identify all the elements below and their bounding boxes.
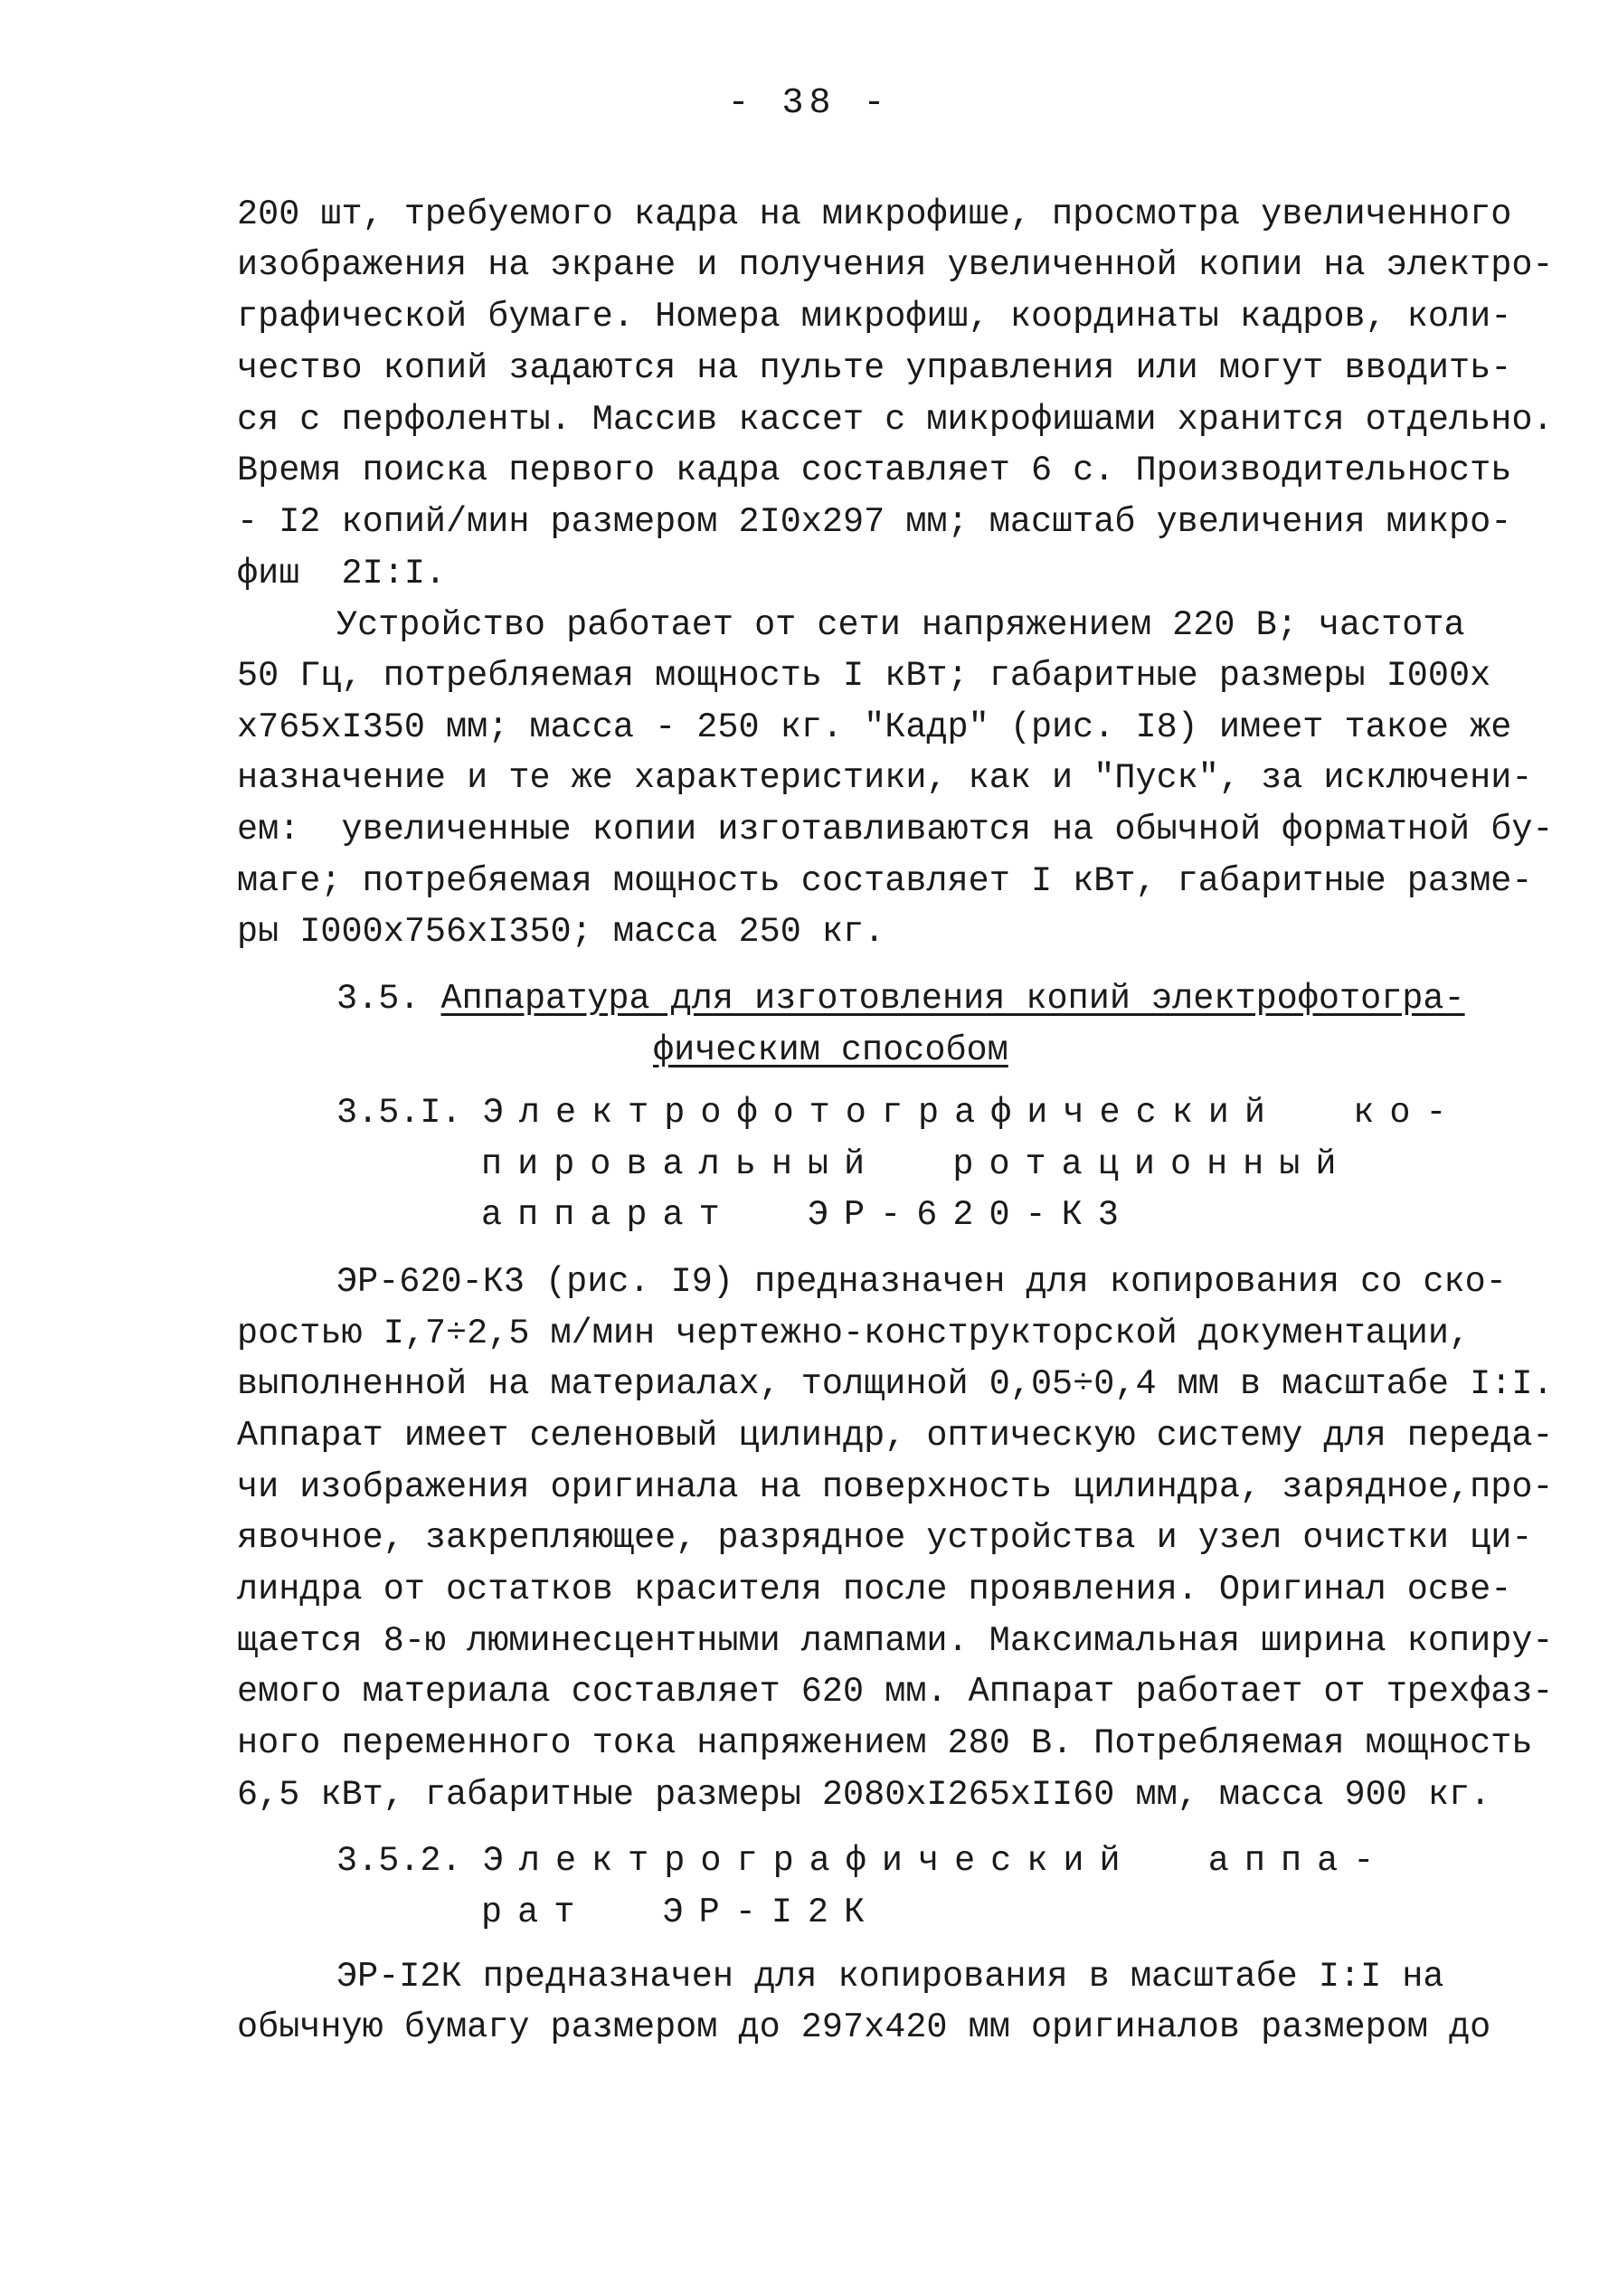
section-3-5-1-title-line-2: пировальный ротационный	[481, 1144, 1352, 1184]
para1-line-7: - I2 копий/мин размером 2I0x297 мм; масштаб увеличения микро-	[237, 502, 1512, 542]
section-3-5-2-title-line-1: Электрографический аппа-	[482, 1841, 1390, 1881]
section-3-5-2-title-line-2: рат ЭР-I2К	[481, 1893, 881, 1932]
para3-line-6: явочное, закрепляющее, разрядное устройства и узел очистки ци-	[237, 1518, 1533, 1558]
para3-line-3: выполненной на материалах, толщиной 0,05÷0,4 мм в масштабе I:I.	[237, 1364, 1554, 1404]
para3-line-10: ного переменного тока напряжением 280 В. Потребляемая мощность	[237, 1723, 1533, 1763]
para2-line-2: 50 Гц, потребляемая мощность I кВт; габаритные размеры I000x	[237, 656, 1491, 696]
page-number: - 38 -	[727, 83, 891, 124]
para2-line-3: x765xI350 мм; масса - 250 кг. "Кадр" (рис. I8) имеет такое же	[237, 707, 1512, 747]
para2-line-6: маге; потребяемая мощность составляет I кВт, габаритные разме-	[237, 861, 1533, 901]
section-3-5-heading	[336, 979, 1465, 1019]
para2-line-4: назначение и те же характеристики, как и "Пуск", за исключени-	[237, 758, 1533, 798]
para3-line-4: Аппарат имеет селеновый цилиндр, оптическую систему для переда-	[237, 1416, 1554, 1456]
section-3-5-2-number: 3.5.2.	[336, 1841, 462, 1881]
section-3-5-2-heading	[336, 1841, 1390, 1881]
section-3-5-number: 3.5.	[336, 979, 421, 1019]
section-3-5-title-line-2-wrap	[653, 1030, 1008, 1070]
para1-line-6: Время поиска первого кадра составляет 6 с. Производительность	[237, 451, 1512, 490]
para1-line-8: фиш 2I:I.	[237, 554, 447, 593]
para2-line-1: Устройство работает от сети напряжением 220 В; частота	[336, 605, 1465, 645]
section-3-5-1-title-line-3: аппарат ЭР-620-К3	[481, 1195, 1134, 1235]
para4-line-2: обычную бумагу размером до 297x420 мм оригиналов размером до	[237, 2007, 1491, 2047]
para3-line-9: емого материала составляет 620 мм. Аппарат работает от трехфаз-	[237, 1672, 1554, 1712]
section-3-5-title-line-2: фическим способом	[653, 1030, 1008, 1070]
para3-line-1: ЭР-620-К3 (рис. I9) предназначен для копирования со ско-	[336, 1262, 1507, 1302]
para2-line-5: ем: увеличенные копии изготавливаются на обычной форматной бу-	[237, 810, 1554, 849]
para3-line-11: 6,5 кВт, габаритные размеры 2080xI265xII60 мм, масса 900 кг.	[237, 1775, 1491, 1815]
para3-line-2: ростью I,7÷2,5 м/мин чертежно-конструкторской документации,	[237, 1314, 1471, 1353]
para3-line-8: щается 8-ю люминесцентными лампами. Максимальная ширина копиру-	[237, 1621, 1554, 1661]
para1-line-3: графической бумаге. Номера микрофиш, координаты кадров, коли-	[237, 297, 1512, 337]
para1-line-5: ся с перфоленты. Массив кассет с микрофишами хранится отдельно.	[237, 400, 1554, 440]
para3-line-7: линдра от остатков красителя после проявления. Оригинал осве-	[237, 1570, 1512, 1609]
para1-line-1: 200 шт, требуемого кадра на микрофише, просмотра увеличенного	[237, 194, 1512, 234]
section-3-5-1-heading	[336, 1093, 1462, 1133]
section-3-5-title-line-1: Аппаратура для изготовления копий электрофотогра-	[440, 979, 1465, 1019]
para2-line-7: ры I000x756xI350; масса 250 кг.	[237, 912, 885, 952]
para3-line-5: чи изображения оригинала на поверхность цилиндра, зарядное,про-	[237, 1467, 1554, 1507]
section-3-5-1-title-line-1: Электрофотографический ко-	[482, 1093, 1462, 1133]
section-3-5-1-number: 3.5.I.	[336, 1093, 462, 1133]
para1-line-4: чество копий задаются на пульте управления или могут вводить-	[237, 348, 1512, 388]
para1-line-2: изображения на экране и получения увеличенной копии на электро-	[237, 245, 1554, 285]
para4-line-1: ЭР-I2К предназначен для копирования в масштабе I:I на	[336, 1957, 1444, 1997]
